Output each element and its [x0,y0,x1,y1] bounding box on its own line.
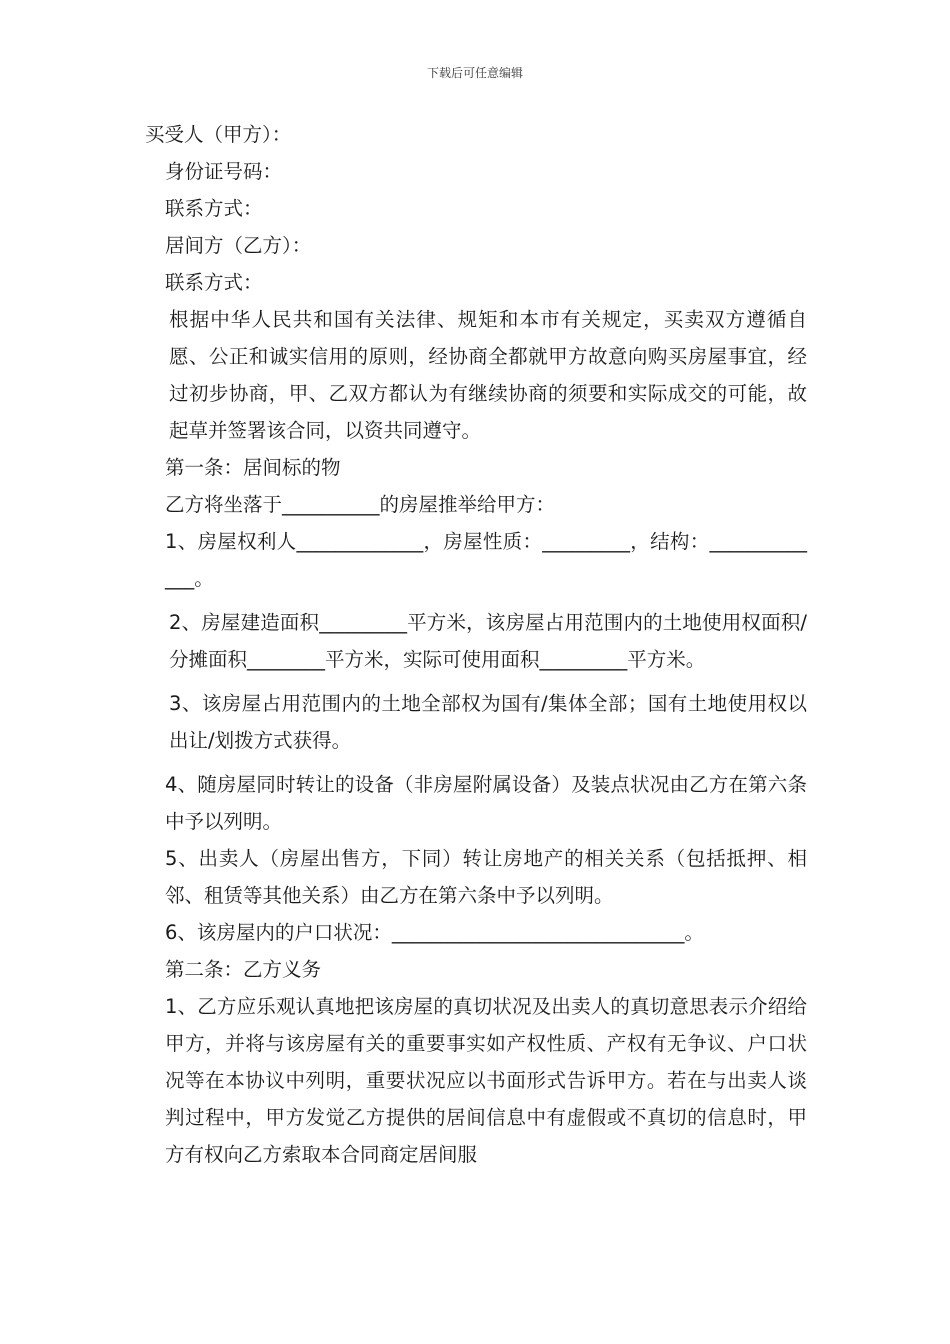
broker-line: 居间方（乙方）： [165,234,312,257]
contract-body [145,116,807,1173]
buyer-line: 买受人（甲方）： [145,123,292,146]
article-1-item-1: 1、房屋权利人_____________，房屋性质：_________，结构：_____________。 [165,530,807,590]
preamble-paragraph: 根据中华人民共和国有关法律、规矩和本市有关规定，买卖双方遵循自愿、公正和诚实信用的原则，经协商全都就甲方故意向购买房屋事宜，经过初步协商，甲、乙双方都认为有继续协商的须要和实际成交的可能，故起草并签署该合同，以资共同遵守。 [169,308,807,442]
article-1-item-3: 3、该房屋占用范围内的土地全部权为国有/集体全部；国有土地使用权以出让/划拨方式获得。 [169,692,807,752]
article-1-item-4: 4、随房屋同时转让的设备（非房屋附属设备）及装点状况由乙方在第六条中予以列明。 [165,773,807,833]
article-1-item-2: 2、房屋建造面积_________平方米，该房屋占用范围内的土地使用权面积/分摊面积________平方米，实际可使用面积_________平方米。 [169,611,807,671]
page-header: 下载后可任意编辑 [426,66,523,80]
id-number-line: 身份证号码： [165,160,283,183]
article-1-item-5: 5、出卖人（房屋出售方，下同）转让房地产的相关关系（包括抵押、相邻、租赁等其他关系）由乙方在第六条中予以列明。 [165,847,807,907]
article-1-intro: 乙方将坐落于__________的房屋推举给甲方： [165,493,556,516]
article-1-title: 第一条：居间标的物 [165,456,341,479]
contact-line-buyer: 联系方式： [165,197,263,220]
article-2-title: 第二条：乙方义务 [165,958,322,981]
article-1-item-6: 6、该房屋内的户口状况：______________________________。 [165,921,704,944]
contact-line-broker: 联系方式： [165,271,263,294]
article-2-item-1: 1、乙方应乐观认真地把该房屋的真切状况及出卖人的真切意思表示介绍给甲方，并将与该房屋有关的重要事实如产权性质、产权有无争议、户口状况等在本协议中列明，重要状况应以书面形式告诉甲方。若在与出卖人谈判过程中，甲方发觉乙方提供的居间信息中有虚假或不真切的信息时，甲方有权向乙方索取本合同商定居间服 [165,995,807,1166]
